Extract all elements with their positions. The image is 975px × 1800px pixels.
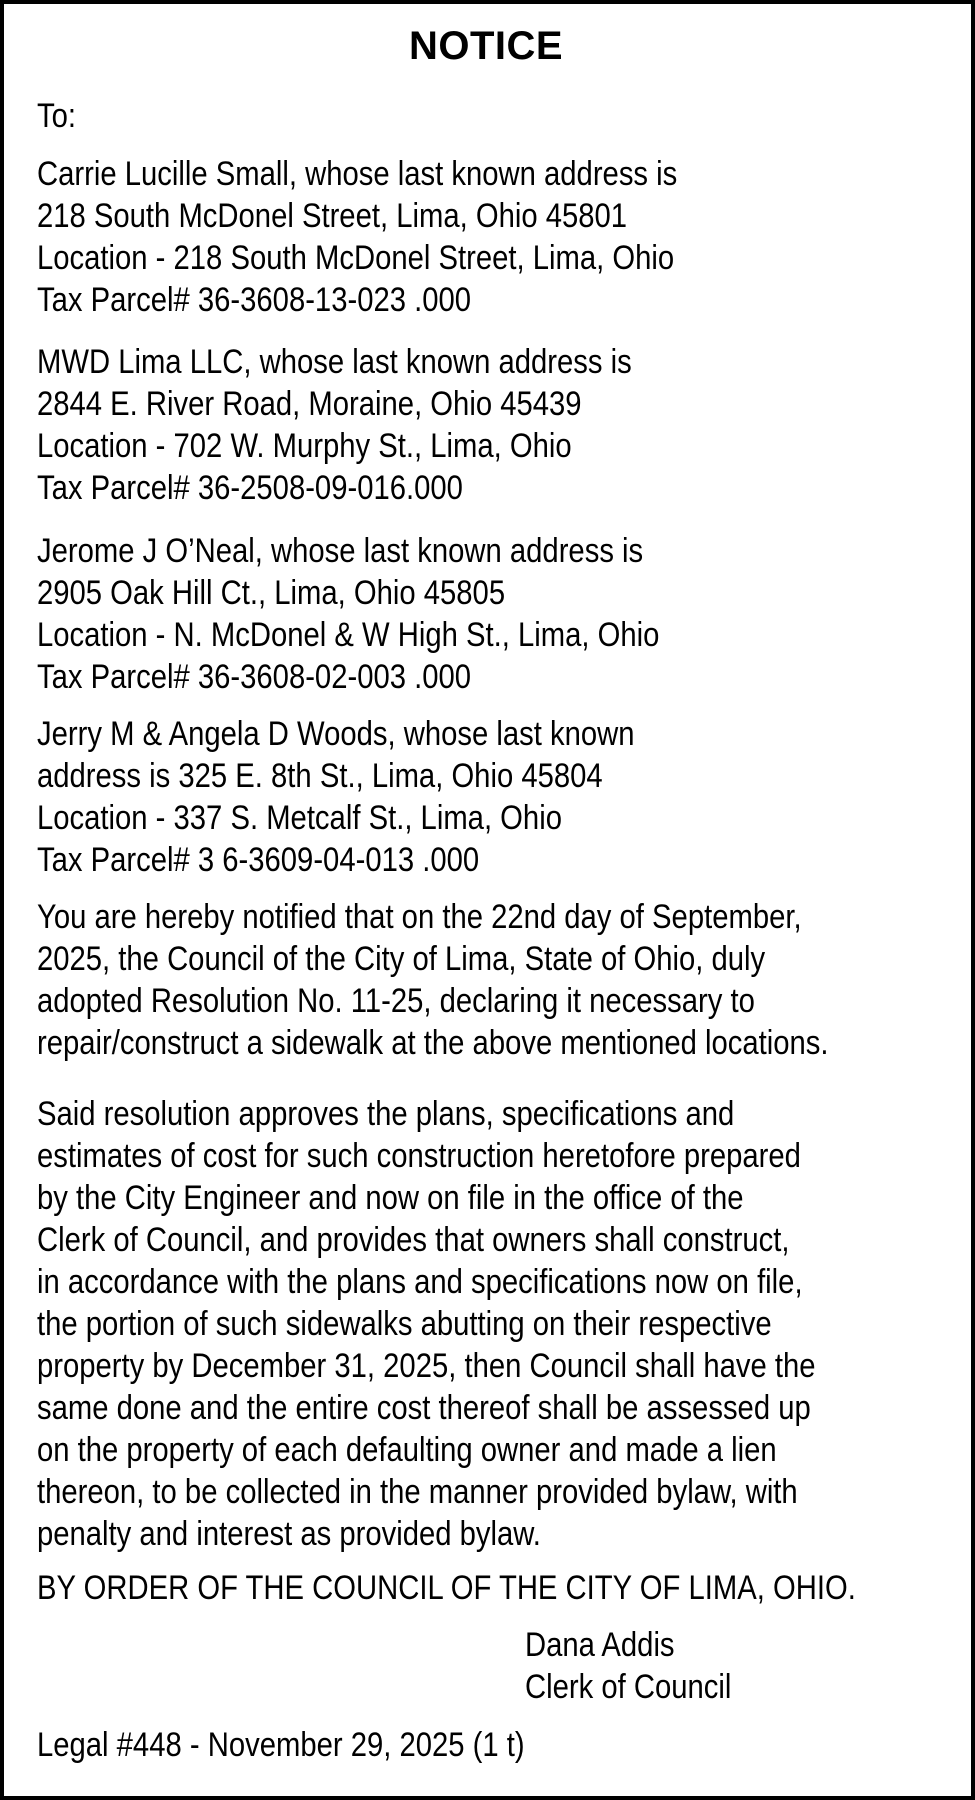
text-line: Location - N. McDonel & W High St., Lima, Ohio [37, 616, 660, 654]
notification-paragraph [37, 896, 935, 1064]
recipient-block-jerry-angela-woods [37, 713, 935, 881]
text-line: 2905 Oak Hill Ct., Lima, Ohio 45805 [37, 574, 506, 612]
text-line: Tax Parcel# 36-3608-13-023 .000 [37, 281, 472, 319]
order-statement-text: BY ORDER OF THE COUNCIL OF THE CITY OF LIMA, OHIO. [37, 1569, 856, 1607]
recipient-block-jerome-oneal [37, 530, 935, 698]
text-line: on the property of each defaulting owner and made a lien [37, 1431, 777, 1469]
resolution-paragraph [37, 1093, 935, 1555]
text-line: the portion of such sidewalks abutting on their respective [37, 1305, 772, 1343]
text-line: thereon, to be collected in the manner provided bylaw, with [37, 1473, 798, 1511]
recipient-block-carrie-small [37, 153, 935, 321]
text-line: Tax Parcel# 36-3608-02-003 .000 [37, 658, 472, 696]
order-statement [37, 1567, 935, 1609]
text-line: MWD Lima LLC, whose last known address is [37, 343, 632, 381]
text-line: Tax Parcel# 36-2508-09-016.000 [37, 469, 463, 507]
footer-legal-line [37, 1724, 935, 1766]
text-line: 218 South McDonel Street, Lima, Ohio 45801 [37, 197, 628, 235]
salutation-text: To: [37, 97, 77, 135]
text-line: same done and the entire cost thereof shall be assessed up [37, 1389, 811, 1427]
text-line: You are hereby notified that on the 22nd day of September, [37, 898, 802, 936]
text-line: Clerk of Council, and provides that owners shall construct, [37, 1221, 790, 1259]
text-line: penalty and interest as provided bylaw. [37, 1515, 541, 1553]
signature-title: Clerk of Council [525, 1668, 732, 1706]
text-line: address is 325 E. 8th St., Lima, Ohio 45804 [37, 757, 603, 795]
text-line: Location - 337 S. Metcalf St., Lima, Ohio [37, 799, 562, 837]
notice-title: NOTICE [408, 24, 564, 68]
text-line: by the City Engineer and now on file in the office of the [37, 1179, 744, 1217]
text-line: Location - 218 South McDonel Street, Lima, Ohio [37, 239, 675, 277]
signature-block [525, 1624, 935, 1708]
text-line: Location - 702 W. Murphy St., Lima, Ohio [37, 427, 572, 465]
text-line: repair/construct a sidewalk at the above mentioned locations. [37, 1024, 829, 1062]
signature-name: Dana Addis [525, 1626, 675, 1664]
text-line: Carrie Lucille Small, whose last known address is [37, 155, 678, 193]
text-line: Tax Parcel# 3 6-3609-04-013 .000 [37, 841, 480, 879]
text-line: 2025, the Council of the City of Lima, State of Ohio, duly [37, 940, 766, 978]
text-line: Said resolution approves the plans, specifications and [37, 1095, 735, 1133]
text-line: 2844 E. River Road, Moraine, Ohio 45439 [37, 385, 582, 423]
text-line: property by December 31, 2025, then Council shall have the [37, 1347, 816, 1385]
text-line: Jerry M & Angela D Woods, whose last known [37, 715, 635, 753]
text-line: adopted Resolution No. 11-25, declaring it necessary to [37, 982, 755, 1020]
text-line: in accordance with the plans and specifications now on file, [37, 1263, 803, 1301]
text-line: Jerome J O’Neal, whose last known address is [37, 532, 644, 570]
recipient-block-mwd-lima [37, 341, 935, 509]
salutation [37, 95, 935, 137]
text-line: estimates of cost for such construction heretofore prepared [37, 1137, 801, 1175]
footer-legal-text: Legal #448 - November 29, 2025 (1 t) [37, 1726, 525, 1764]
